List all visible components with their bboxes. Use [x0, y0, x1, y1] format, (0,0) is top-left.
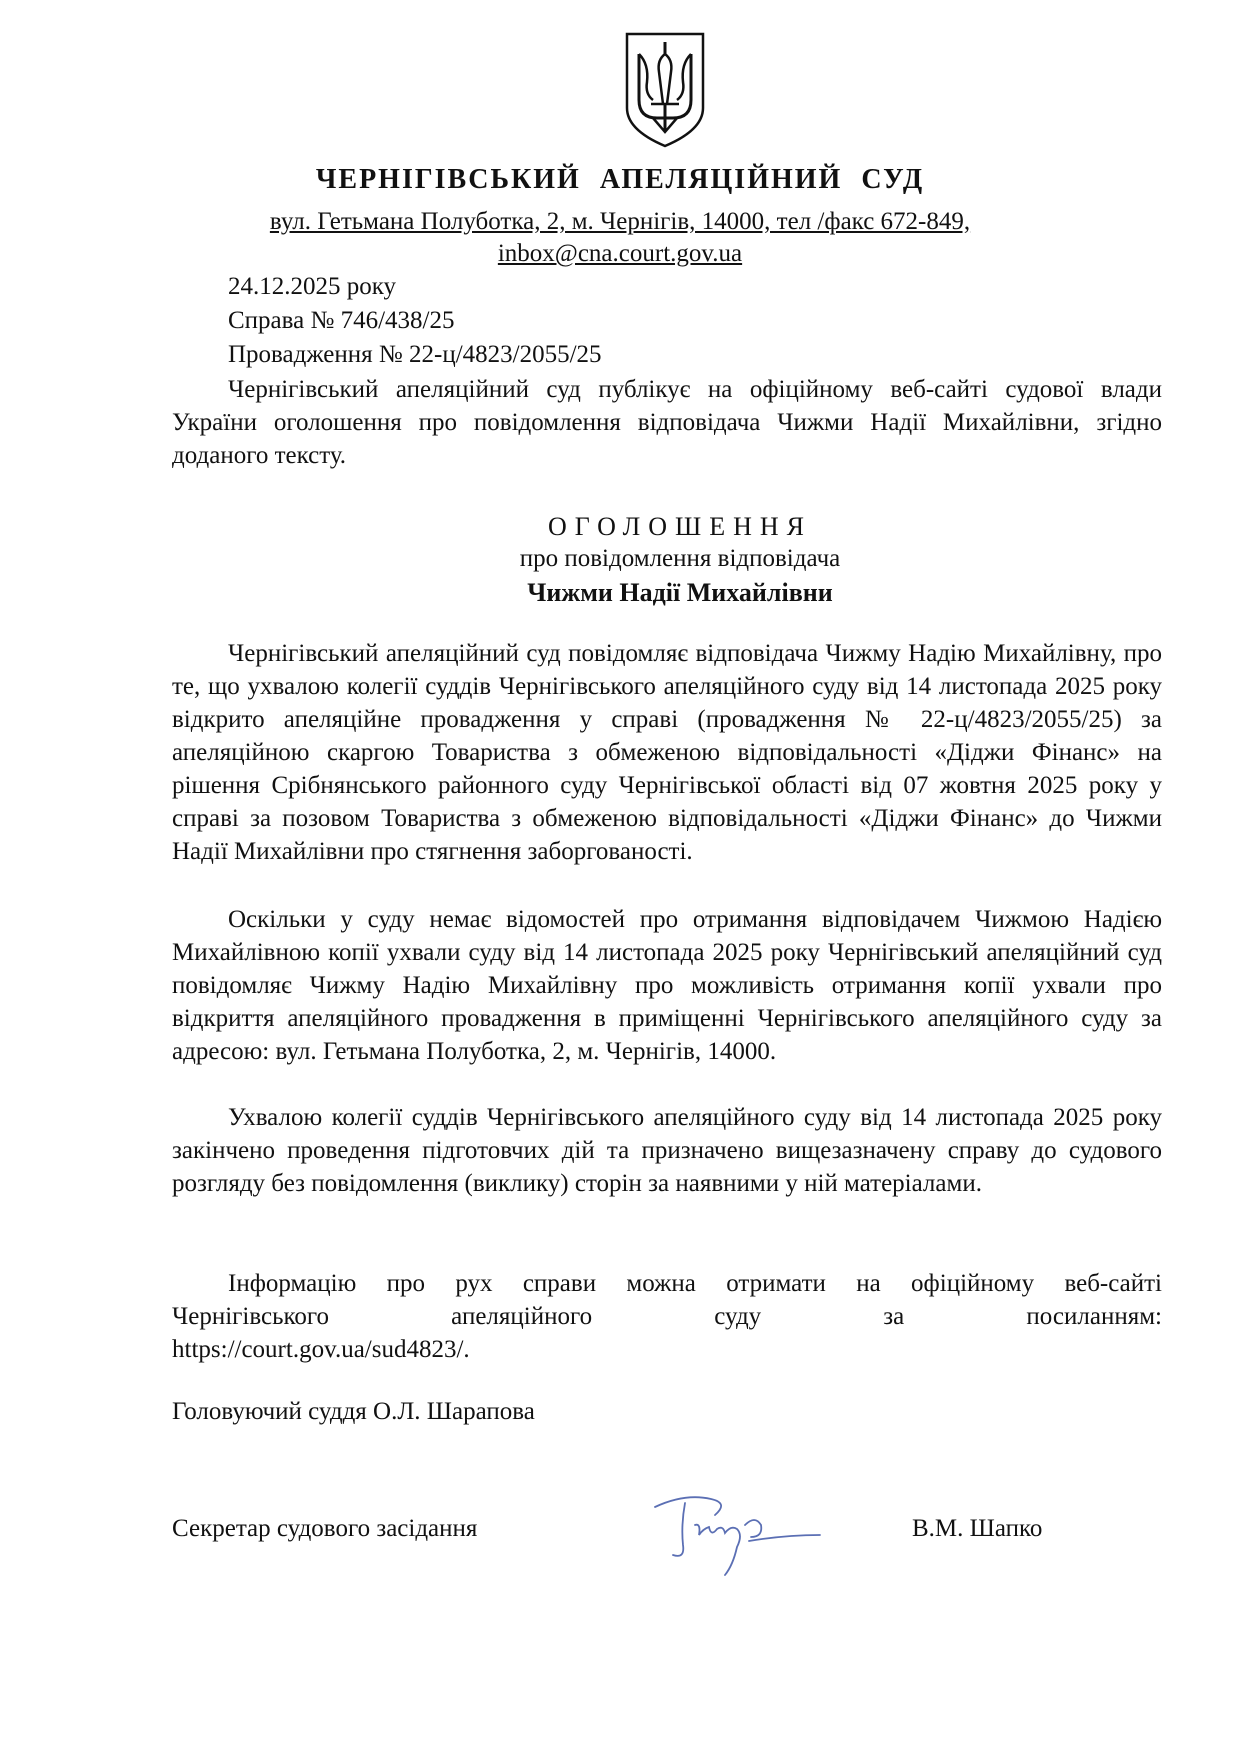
court-name: ЧЕРНІГІВСЬКИЙ АПЕЛЯЦІЙНИЙ СУД — [315, 164, 925, 195]
announcement-title: ОГОЛОШЕННЯ — [547, 512, 813, 541]
body-paragraph-1: Чернігівський апеляційний суд повідомляє відповідача Чижму Надію Михайлівну, про те, що ухвалою колегії суддів Чернігівського апеляційного суду від 14 листопада 2025 року відкрито апеляційне провадження у справі (провадження № 22-ц/4823/2055/25) за апеляційною скаргою Товариства з обмеженою відповідальності «Діджи Фінанс» на рішення Срібнянського районного суду Чернігівської області від 07 жовтня 2025 року у справі за позовом Товариства з обмеженою відповідальності «Діджи Фінанс» до Чижми Надії Михайлівни про стягнення заборгованості. — [172, 640, 1162, 865]
presiding-judge: Головуючий суддя О.Л. Шарапова — [172, 1398, 535, 1425]
case-info-line-1: Інформацію про рух справи можна отримати на офіційному веб-сайті — [228, 1270, 1162, 1297]
email-link[interactable]: inbox@cna.court.gov.ua — [497, 240, 743, 267]
body-paragraph-3: Ухвалою колегії суддів Чернігівського апеляційного суду від 14 листопада 2025 року закінчено проведення підготовчих дій та призначено вищезазначену справу до судового розгляду без повідомлення (виклику) сторін за наявними у ній матеріалами. — [172, 1104, 1162, 1197]
address-line: вул. Гетьмана Полуботка, 2, м. Чернігів, 14000, тел /факс 672-849, — [269, 208, 971, 235]
case-info-url[interactable]: https://court.gov.ua/sud4823/. — [172, 1336, 470, 1363]
body-paragraph-2: Оскільки у суду немає відомостей про отримання відповідачем Чижмою Надією Михайлівною копії ухвали суду від 14 листопада 2025 року Чернігівський апеляційний суд повідомляє Чижму Надію Михайлівну про можливість отримання копії ухвали про відкриття апеляційного провадження в приміщенні Чернігівського апеляційного суду за адресою: вул. Гетьмана Полуботка, 2, м. Чернігів, 14000. — [172, 906, 1162, 1065]
case-number: Справа № 746/438/25 — [228, 307, 455, 334]
handwritten-signature — [645, 1485, 825, 1585]
case-info-line-2: Чернігівського апеляційного суду за посиланням: — [172, 1303, 1162, 1330]
announcement-respondent-name: Чижми Надії Михайлівни — [527, 578, 833, 607]
announcement-subtitle: про повідомлення відповідача — [519, 545, 841, 572]
proceeding-number: Провадження № 22-ц/4823/2055/25 — [228, 341, 602, 368]
secretary-name: В.М. Шапко — [912, 1515, 1043, 1542]
court-address — [0, 206, 1240, 270]
case-info-block — [172, 1267, 1162, 1366]
intro-paragraph: Чернігівський апеляційний суд публікує на офіційному веб-сайті судової влади України оголошення про повідомлення відповідача Чижми Надії Михайлівни, згідно доданого тексту. — [172, 376, 1162, 469]
document-date: 24.12.2025 року — [228, 273, 397, 300]
trident-coat-of-arms-icon — [623, 30, 707, 148]
secretary-title: Секретар судового засідання — [172, 1515, 478, 1542]
